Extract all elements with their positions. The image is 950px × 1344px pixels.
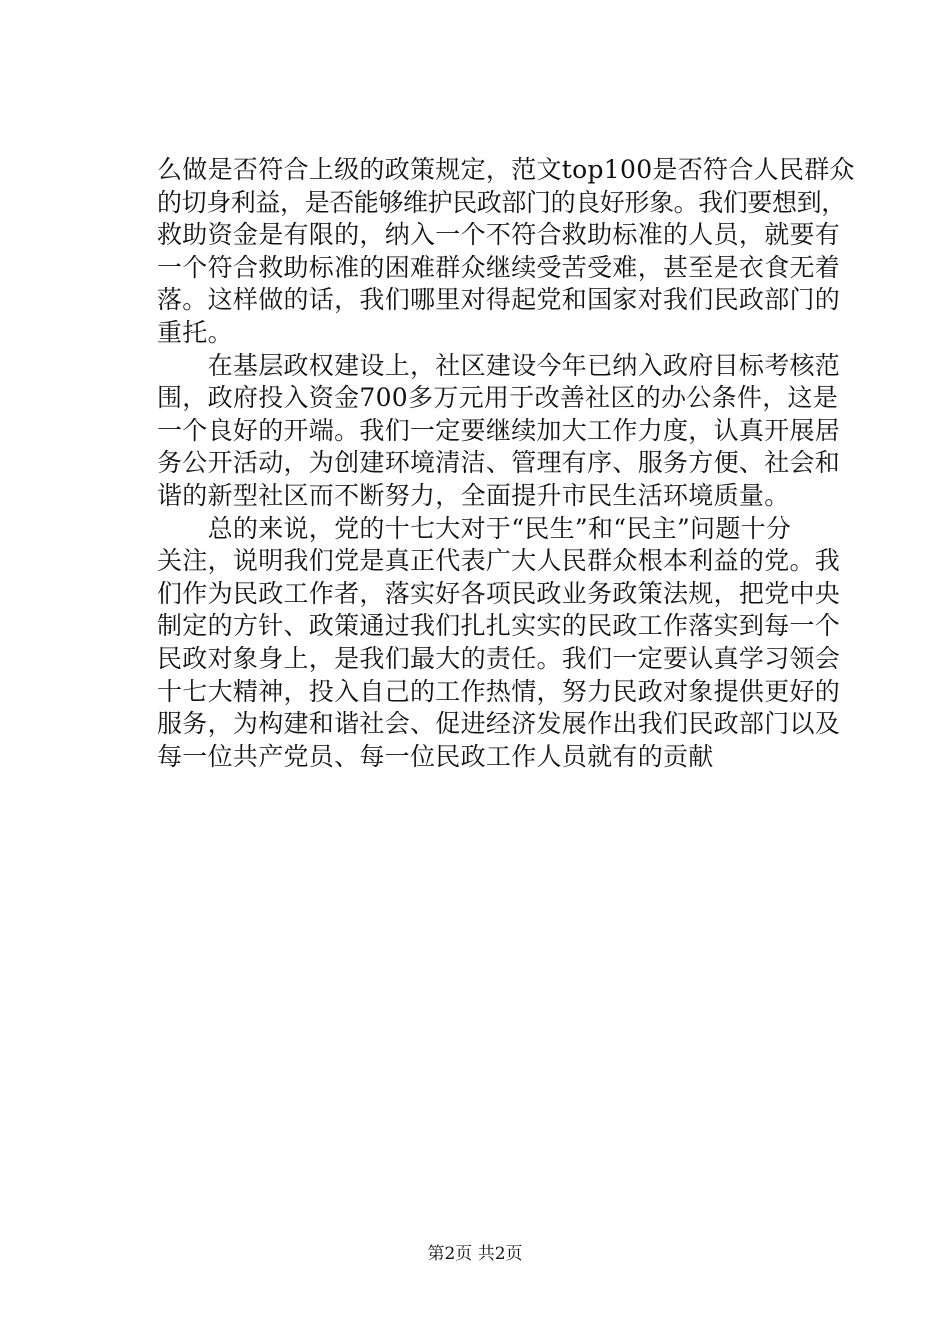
- text-line: 救助资金是有限的，纳入一个不符合救助标准的人员，就要有: [157, 220, 841, 250]
- text-line: 谐的新型社区而不断努力，全面提升市民生活环境质量。: [157, 480, 790, 510]
- text-line: 们作为民政工作者，落实好各项民政业务政策法规，把党中央: [157, 578, 841, 608]
- text-line: 每一位共产党员、每一位民政工作人员就有的贡献: [157, 741, 714, 771]
- text-line: 一个良好的开端。我们一定要继续加大工作力度，认真开展居: [157, 415, 841, 445]
- text-line: 的切身利益，是否能够维护民政部门的良好形象。我们要想到，: [157, 187, 846, 217]
- text-line: 围，政府投入资金700多万元用于改善社区的办公条件，这是: [157, 383, 839, 413]
- text-line: 么做是否符合上级的政策规定，范文top100是否符合人民群众: [157, 155, 855, 184]
- document-body: [157, 154, 855, 773]
- page-number-footer: 第2页 共2页: [427, 1244, 523, 1264]
- text-line: 服务，为构建和谐社会、促进经济发展作出我们民政部门以及: [157, 709, 841, 739]
- text-line: 十七大精神，投入自己的工作热情，努力民政对象提供更好的: [157, 676, 841, 706]
- text-line: 在基层政权建设上，社区建设今年已纳入政府目标考核范: [157, 350, 841, 380]
- text-line: 制定的方针、政策通过我们扎扎实实的民政工作落实到每一个: [157, 611, 841, 641]
- text-line: 一个符合救助标准的困难群众继续受苦受难，甚至是衣食无着: [157, 252, 841, 282]
- text-line: 务公开活动，为创建环境清洁、管理有序、服务方便、社会和: [157, 448, 841, 478]
- text-line: 民政对象身上，是我们最大的责任。我们一定要认真学习领会: [157, 643, 841, 673]
- text-line: 关注，说明我们党是真正代表广大人民群众根本利益的党。我: [157, 546, 841, 576]
- text-line: 落。这样做的话，我们哪里对得起党和国家对我们民政部门的: [157, 285, 841, 315]
- text-line: 重托。: [157, 317, 233, 347]
- text-line: 总的来说，党的十七大对于“民生”和“民主”问题十分: [157, 513, 792, 543]
